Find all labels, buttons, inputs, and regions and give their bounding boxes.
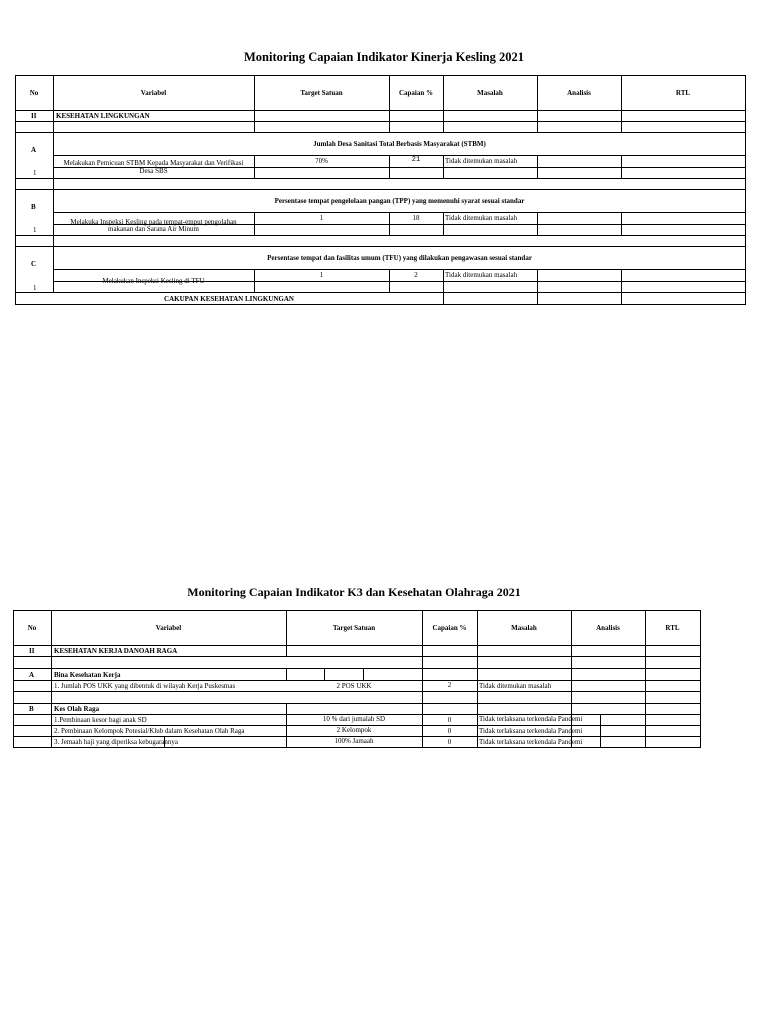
t1-group-b-capaian: 18 <box>412 214 420 222</box>
t1-group-a-masalah: Tidak ditemukan masalah <box>445 157 518 165</box>
t1-group-b-item-no: 1 <box>33 226 37 234</box>
t2-b-item-3-capaian: 0 <box>447 738 452 746</box>
t2-section-no: II <box>29 647 35 655</box>
t1-group-b-target: 1 <box>319 214 324 222</box>
t2-group-a-letter: A <box>29 671 35 679</box>
t2-b-item-1-masalah: Tidak terlaksana terkendala Pandemi <box>479 715 583 723</box>
table2-title: Monitoring Capaian Indikator K3 dan Kesehatan Olahraga 2021 <box>187 585 521 599</box>
t1-header-variabel: Variabel <box>140 89 167 97</box>
t2-a-item-capaian: 2 <box>447 681 452 689</box>
t1-header-analisis: Analisis <box>567 89 591 97</box>
t1-group-b-masalah: Tidak ditemukan masalah <box>445 214 518 222</box>
t1-footer: CAKUPAN KESEHATAN LINGKUNGAN <box>164 295 294 303</box>
t2-a-item-label: 1. Jumlah POS UKK yang dibentuk di wilayah Kerja Puskesmas <box>54 682 236 690</box>
t2-header-target: Target Satuan <box>332 624 376 632</box>
t2-header-masalah: Masalah <box>511 624 537 632</box>
t1-group-c-target: 1 <box>319 271 324 279</box>
t1-group-c-capaian: 2 <box>414 271 418 279</box>
t1-group-b-letter: B <box>31 203 36 211</box>
t1-group-a-item-line1: Melakukan Pemicuan STBM Kepada Masyarakat dan Verifikasi <box>63 159 244 167</box>
t1-header-no: No <box>29 89 39 97</box>
t1-group-a-heading: Jumlah Desa Sanitasi Total Berbasis Masyarakat (STBM) <box>313 140 486 148</box>
t1-group-c-heading: Persentase tempat dan fasilitas umum (TFU) yang dilakukan pengawasan sesuai standar <box>267 254 532 262</box>
t2-b-item-2-capaian: 0 <box>447 727 452 735</box>
t1-section-name: KESEHATAN LINGKUNGAN <box>56 112 150 120</box>
t2-a-item-target: 2 POS UKK <box>336 682 372 690</box>
t1-group-b-heading: Persentase tempat pengelolaan pangan (TPP) yang memenuhi syarat sesuai standar <box>274 197 525 205</box>
t1-header-capaian: Capaian % <box>398 89 434 97</box>
t2-b-item-2-label: 2. Pembinaan Kelompok Potesial/Klub dalam Kesehatan Olah Raga <box>54 727 245 735</box>
t1-group-c-item-line1: Melakukan Inspeksi Kesling di TFU <box>102 277 205 285</box>
t2-header-capaian: Capaian % <box>432 624 467 632</box>
t2-header-no: No <box>27 624 37 632</box>
t2-b-item-1-capaian: 0 <box>447 716 452 724</box>
t1-group-c-masalah: Tidak ditemukan masalah <box>445 271 518 279</box>
t1-group-b-item-line2: makanan dan Sarana Air Minum <box>108 225 199 233</box>
t1-group-c-item-no: 1 <box>33 284 37 292</box>
t2-group-b-letter: B <box>29 705 34 713</box>
t2-b-item-2-masalah: Tidak terlaksana terkendala Pandemi <box>479 727 583 735</box>
t2-section-name: KESEHATAN KERJA DANOAH RAGA <box>54 647 178 655</box>
t2-b-item-2-target: 2 Kelompok <box>336 726 372 734</box>
t1-group-a-letter: A <box>31 146 37 154</box>
t1-group-a-capaian: 21 <box>411 156 421 164</box>
t1-group-b-item-line1: Melakuka Inspeksi Kesling pada tempat-emput pengolahan <box>70 218 237 226</box>
t1-header-masalah: Masalah <box>477 89 503 97</box>
t2-b-item-3-masalah: Tidak terlaksana terkendala Pandemi <box>479 738 583 746</box>
t2-group-a-name: Bina Kesehatan Kerja <box>54 671 121 679</box>
t2-header-analisis: Analisis <box>596 624 620 632</box>
t1-group-a-target: 70% <box>315 157 328 165</box>
t2-header-rtl: RTL <box>665 624 680 632</box>
t1-group-c-letter: C <box>31 260 37 268</box>
t2-group-b-name: Kes Olah Raga <box>54 705 100 713</box>
t1-group-a-item-no: 1 <box>33 169 37 177</box>
t2-a-item-masalah: Tidak ditemukan masalah <box>479 682 552 690</box>
t1-header-rtl: RTL <box>675 89 691 97</box>
t2-b-item-3-target: 100% Jamaah <box>334 737 374 745</box>
t2-b-item-1-label: 1.Pembinaan kesor bagi anak SD <box>54 716 147 724</box>
table1-title: Monitoring Capaian Indikator Kinerja Kesling 2021 <box>243 50 524 64</box>
t1-group-a-item-line2: Desa SBS <box>139 167 168 175</box>
t1-header-target: Target Satuan <box>300 89 343 97</box>
t1-section-no: II <box>31 112 37 120</box>
t2-b-item-1-target: 10 % dari jumalah SD <box>322 715 386 723</box>
t2-b-item-3-label: 3. Jemaah haji yang diperiksa kebugarannya <box>54 738 179 746</box>
t2-header-variabel: Variabel <box>155 624 182 632</box>
